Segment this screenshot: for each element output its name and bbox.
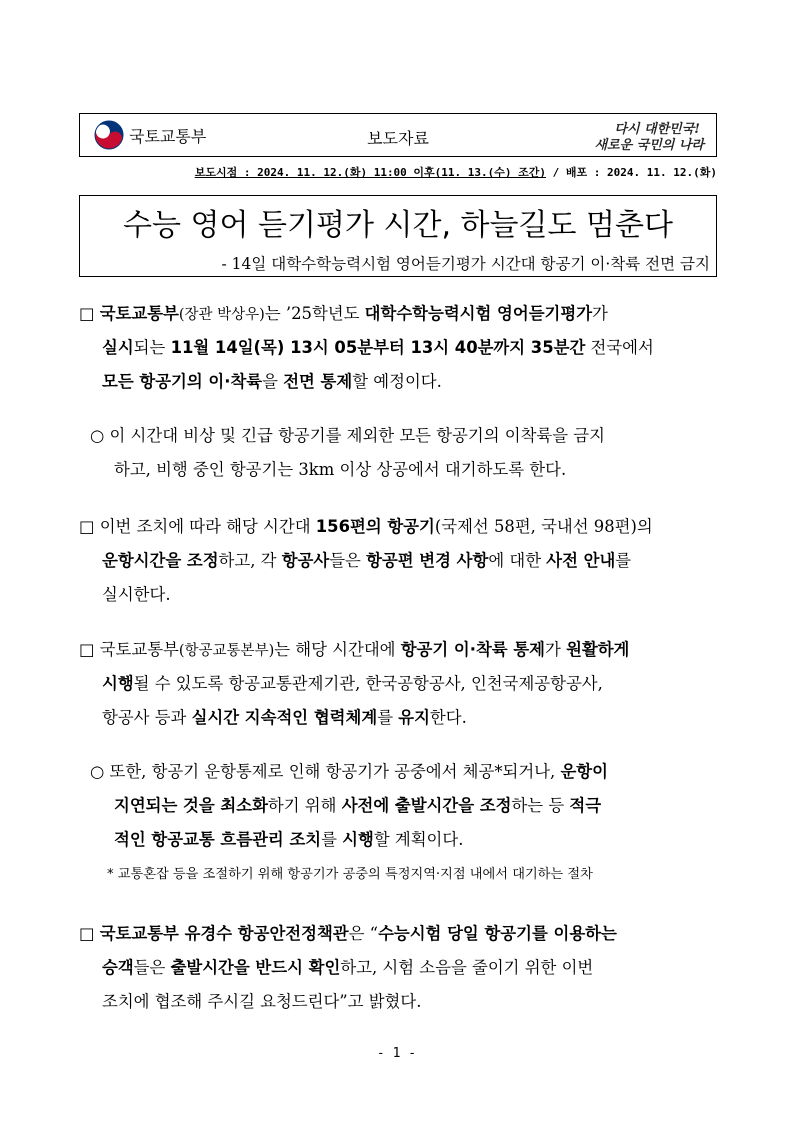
text-span: 시행 [102, 674, 134, 693]
text-span: 이 시간대 비상 및 긴급 항공기를 제외한 모든 항공기의 이착륙을 금지 [109, 426, 605, 445]
text-span: (항공교통본부) [178, 643, 275, 659]
paragraph-3 [79, 633, 719, 735]
text-span: 항공기 이·착륙 통제 [400, 640, 546, 659]
text-span: 가 [545, 640, 567, 659]
box-bullet: □ [79, 924, 100, 943]
text-span: 시행 [342, 830, 374, 849]
text-span: 실시 [102, 338, 134, 357]
slogan-handwriting [558, 118, 708, 154]
slogan-line2: 새로운 국민의 나라 [594, 138, 704, 153]
text-span: 또한, 항공기 운항통제로 인해 항공기가 공중에서 체공*되거나, [109, 762, 561, 781]
text-span: 항공편 변경 사항 [366, 551, 489, 570]
text-span: 156편의 항공기 [315, 517, 435, 536]
text-span: 국토교통부 [99, 304, 179, 323]
text-span: 전면 통제 [283, 372, 353, 391]
text-span: 하고, 시험 소음을 줄이기 위한 이번 [340, 958, 594, 977]
paragraph-4 [79, 917, 719, 1019]
box-bullet: □ [79, 304, 100, 323]
text-span: (국제선 58편, 국내선 98편)의 [434, 517, 653, 536]
text-span: 지연되는 것을 최소화 [114, 796, 268, 815]
text-span: 적극 [569, 796, 602, 815]
text-span: 실시한다. [102, 585, 171, 604]
text-span: 출발시간을 반드시 확인 [170, 958, 341, 977]
page-number: - 1 - [376, 1046, 417, 1061]
distribution-time: 배포 : 2024. 11. 12.(화) [565, 166, 717, 179]
circle-bullet: ○ [90, 426, 110, 445]
text-span: 적인 항공교통 흐름관리 조치 [114, 830, 322, 849]
release-dateline [79, 164, 717, 180]
press-header [79, 113, 717, 157]
text-span: 들은 [133, 958, 171, 977]
text-span: 는 ’25학년도 [264, 304, 365, 323]
footnote: * 교통혼잡 등을 조절하기 위해 항공기가 공중의 특정지역·지점 내에서 대기하는 절차 [107, 867, 593, 882]
text-span: 11월 14일(목) 13시 05분부터 13시 40분까지 35분간 [170, 338, 586, 357]
slogan-line1: 다시 대한민국! [614, 122, 700, 137]
text-span: 할 예정이다. [352, 372, 442, 391]
text-span: 실시간 지속적인 협력체계 [191, 708, 378, 727]
text-span: 국토교통부 [99, 640, 179, 659]
text-span: 수능시험 당일 항공기를 이용하는 [378, 924, 617, 943]
sub-bullet-2 [90, 755, 720, 857]
text-span: 은 “ [348, 924, 379, 943]
ministry-logo [94, 120, 206, 150]
text-span: 전국에서 [585, 338, 654, 357]
text-span: 하고, 각 [218, 551, 282, 570]
text-span: 승객 [102, 958, 134, 977]
text-span: 할 계획이다. [373, 830, 464, 849]
text-span: 모든 항공기의 이·착륙 [102, 372, 263, 391]
text-span: 운항시간을 조정 [102, 551, 219, 570]
text-span: 를 [377, 708, 399, 727]
text-span: 들은 [329, 551, 367, 570]
paragraph-1 [79, 297, 719, 399]
doc-type: 보도자료 [367, 129, 429, 148]
text-span: 원활하게 [566, 640, 630, 659]
circle-bullet: ○ [90, 762, 110, 781]
text-span: 항공사 등과 [102, 708, 192, 727]
text-span: 대학수학능력시험 영어듣기평가 [364, 304, 593, 323]
text-span: 을 [262, 372, 284, 391]
text-span: 한다. [429, 708, 467, 727]
subheadline: - 14일 대학수학능력시험 영어듣기평가 시간대 항공기 이·착륙 전면 금지 [221, 255, 710, 273]
sub-bullet-1 [90, 419, 720, 487]
text-span: 는 해당 시간대에 [274, 640, 401, 659]
text-span: 조치에 협조해 주시길 요청드린다”고 밝혔다. [102, 992, 422, 1011]
text-span: 하기 위해 [267, 796, 342, 815]
paragraph-2 [79, 510, 719, 612]
taegeuk-logo-icon [94, 120, 124, 150]
headline: 수능 영어 듣기평가 시간, 하늘길도 멈춘다 [123, 208, 673, 243]
text-span: 사전 안내 [546, 551, 616, 570]
dateline-separator: / [546, 166, 566, 179]
title-box [79, 195, 717, 277]
text-span: 에 대한 [488, 551, 547, 570]
box-bullet: □ [79, 517, 100, 536]
embargo-time: 보도시점 : 2024. 11. 12.(화) 11:00 이후(11. 13.(수) 조간) [194, 166, 547, 179]
text-span: 가 [592, 304, 608, 323]
text-span: 되는 [133, 338, 171, 357]
box-bullet: □ [79, 640, 100, 659]
text-span: 하고, 비행 중인 항공기는 3km 이상 상공에서 대기하도록 한다. [114, 460, 567, 479]
text-span: 될 수 있도록 항공교통관제기관, 한국공항공사, 인천국제공항공사, [133, 674, 603, 693]
text-span: (장관 박상우) [178, 307, 265, 323]
text-span: 를 [615, 551, 632, 570]
text-span: 항공사 [281, 551, 330, 570]
text-span: 사전에 출발시간을 조정 [341, 796, 512, 815]
text-span: 이번 조치에 따라 해당 시간대 [99, 517, 316, 536]
text-span: 를 [321, 830, 343, 849]
org-name: 국토교통부 [129, 126, 207, 146]
text-span: 운항이 [560, 762, 608, 781]
text-span: 하는 등 [511, 796, 570, 815]
text-span: 국토교통부 유경수 항공안전정책관 [99, 924, 349, 943]
text-span: 유지 [398, 708, 430, 727]
